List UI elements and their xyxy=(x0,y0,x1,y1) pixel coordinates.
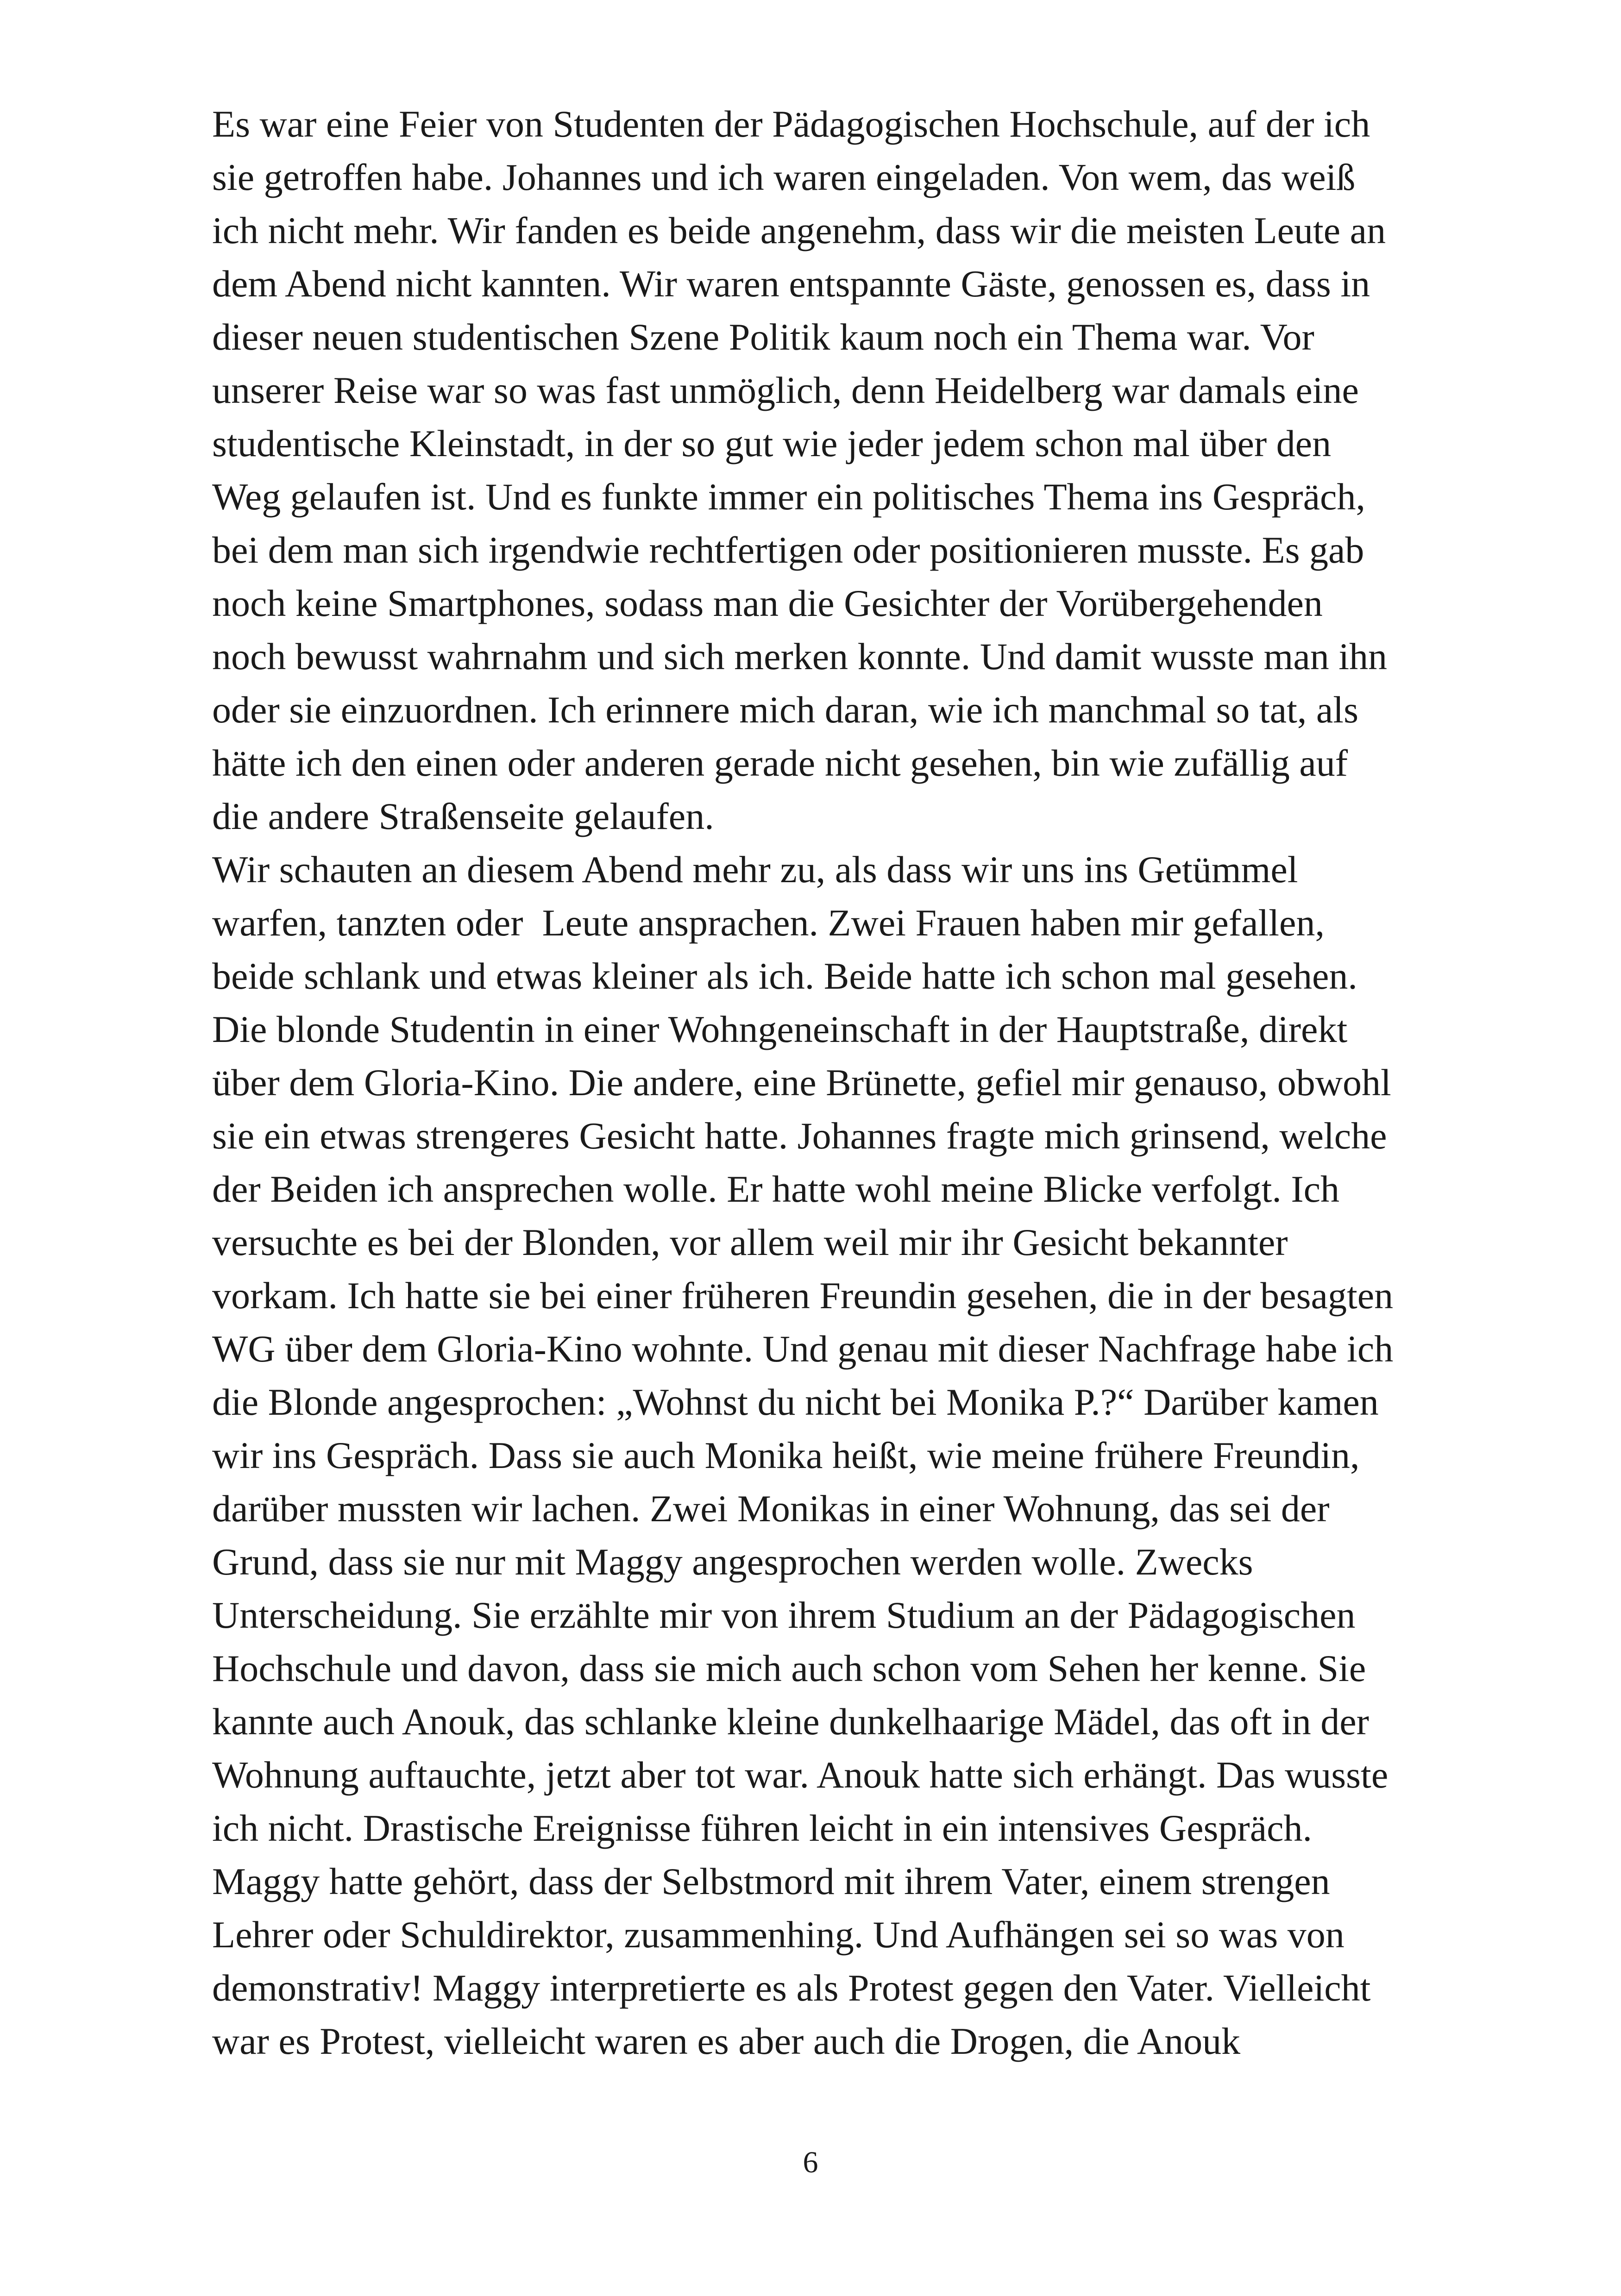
text-line: beide schlank und etwas kleiner als ich. Beide hatte ich schon mal gesehen. xyxy=(212,955,1357,997)
text-line: ich nicht mehr. Wir fanden es beide angenehm, dass wir die meisten Leute an xyxy=(212,209,1386,251)
text-line: die Blonde angesprochen: „Wohnst du nicht bei Monika P.?“ Darüber kamen xyxy=(212,1381,1379,1423)
text-line: vorkam. Ich hatte sie bei einer früheren Freundin gesehen, die in der besagten xyxy=(212,1274,1394,1317)
text-line: war es Protest, vielleicht waren es aber auch die Drogen, die Anouk xyxy=(212,2020,1241,2062)
text-line: sie getroffen habe. Johannes und ich waren eingeladen. Von wem, das weiß xyxy=(212,156,1356,198)
text-line: Lehrer oder Schuldirektor, zusammenhing. Und Aufhängen sei so was von xyxy=(212,1913,1345,1956)
text-line: darüber mussten wir lachen. Zwei Monikas in einer Wohnung, das sei der xyxy=(212,1487,1330,1530)
text-line: noch keine Smartphones, sodass man die Gesichter der Vorübergehenden xyxy=(212,582,1323,624)
text-line: Wohnung auftauchte, jetzt aber tot war. Anouk hatte sich erhängt. Das wusste xyxy=(212,1754,1389,1796)
text-line: unserer Reise war so was fast unmöglich, denn Heidelberg war damals eine xyxy=(212,369,1359,411)
text-line: Weg gelaufen ist. Und es funkte immer ein politisches Thema ins Gespräch, xyxy=(212,476,1365,518)
text-line: wir ins Gespräch. Dass sie auch Monika heißt, wie meine frühere Freundin, xyxy=(212,1434,1360,1476)
text-line: Die blonde Studentin in einer Wohngeneinschaft in der Hauptstraße, direkt xyxy=(212,1008,1348,1050)
text-line: warfen, tanzten oder Leute ansprachen. Zwei Frauen haben mir gefallen, xyxy=(212,902,1325,944)
text-line: versuchte es bei der Blonden, vor allem weil mir ihr Gesicht bekannter xyxy=(212,1221,1288,1263)
page-number: 6 xyxy=(803,2145,818,2179)
text-line: sie ein etwas strengeres Gesicht hatte. Johannes fragte mich grinsend, welche xyxy=(212,1115,1387,1157)
text-line: der Beiden ich ansprechen wolle. Er hatte wohl meine Blicke verfolgt. Ich xyxy=(212,1168,1340,1210)
text-line: ich nicht. Drastische Ereignisse führen leicht in ein intensives Gespräch. xyxy=(212,1807,1312,1849)
text-line: dieser neuen studentischen Szene Politik kaum noch ein Thema war. Vor xyxy=(212,316,1314,358)
text-line: studentische Kleinstadt, in der so gut wie jeder jedem schon mal über den xyxy=(212,422,1332,464)
text-line: demonstrativ! Maggy interpretierte es als Protest gegen den Vater. Vielleicht xyxy=(212,1967,1371,2009)
text-line: Hochschule und davon, dass sie mich auch schon vom Sehen her kenne. Sie xyxy=(212,1647,1366,1689)
text-line: die andere Straßenseite gelaufen. xyxy=(212,795,714,837)
text-line: Unterscheidung. Sie erzählte mir von ihrem Studium an der Pädagogischen xyxy=(212,1594,1356,1636)
text-line: kannte auch Anouk, das schlanke kleine dunkelhaarige Mädel, das oft in der xyxy=(212,1700,1369,1743)
text-line: oder sie einzuordnen. Ich erinnere mich daran, wie ich manchmal so tat, als xyxy=(212,689,1358,731)
text-line: hätte ich den einen oder anderen gerade nicht gesehen, bin wie zufällig auf xyxy=(212,742,1348,784)
text-line: WG über dem Gloria-Kino wohnte. Und genau mit dieser Nachfrage habe ich xyxy=(212,1328,1394,1370)
text-line: Wir schauten an diesem Abend mehr zu, als dass wir uns ins Getümmel xyxy=(212,848,1298,891)
text-line: dem Abend nicht kannten. Wir waren entspannte Gäste, genossen es, dass in xyxy=(212,263,1370,305)
text-line: Maggy hatte gehört, dass der Selbstmord mit ihrem Vater, einem strengen xyxy=(212,1860,1330,1902)
text-line: Es war eine Feier von Studenten der Pädagogischen Hochschule, auf der ich xyxy=(212,103,1370,145)
text-line: Grund, dass sie nur mit Maggy angesprochen werden wolle. Zwecks xyxy=(212,1541,1253,1583)
text-line: bei dem man sich irgendwie rechtfertigen oder positionieren musste. Es gab xyxy=(212,529,1364,571)
text-line: noch bewusst wahrnahm und sich merken konnte. Und damit wusste man ihn xyxy=(212,635,1387,678)
text-line: über dem Gloria-Kino. Die andere, eine Brünette, gefiel mir genauso, obwohl xyxy=(212,1061,1391,1104)
body-text xyxy=(212,97,1490,2068)
